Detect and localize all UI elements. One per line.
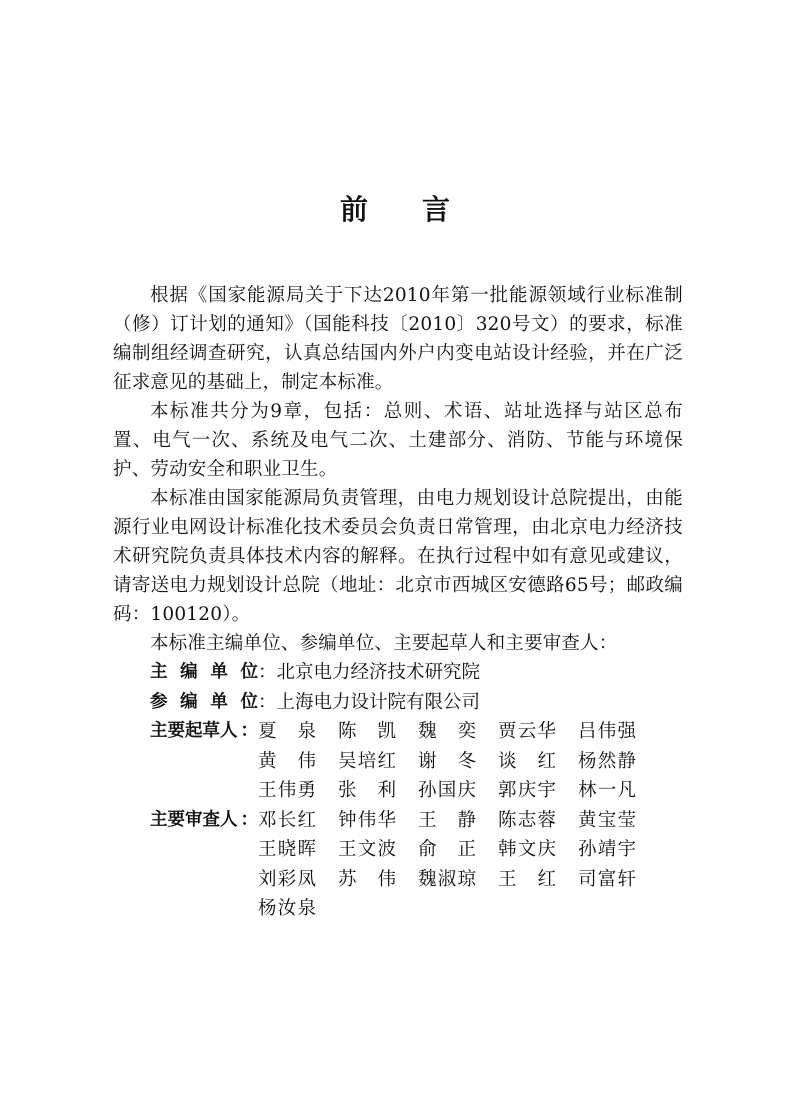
reviewers-name: 司富轩	[578, 868, 636, 890]
reviewers-name: 孙靖宇	[578, 839, 636, 860]
reviewers-label: 主要审查人 ：	[113, 806, 258, 836]
reviewers-name: 韩文庆	[498, 839, 556, 860]
reviewers-label-colon: ：	[240, 809, 258, 830]
paragraph-4: 本标准主编单位、参编单位、主要起草人和主要审查人：	[150, 633, 618, 654]
drafters-name: 吴培红	[338, 750, 396, 772]
co-editor-label: 参 编 单 位	[150, 691, 258, 712]
drafters-name: 孙国庆	[418, 780, 476, 801]
paragraph-2: 本标准共分为9章，包括：总则、术语、站址选择与站区总布置、电气一次、系统及电气二次、土建部分、消防、节能与环境保护、劳动安全和职业卫生。	[113, 401, 683, 480]
title-char-2: 言	[422, 193, 453, 226]
paragraph-1: 根据《国家能源局关于下达2010年第一批能源领域行业标准制（修）订计划的通知》（国能科技〔2010〕320号文）的要求，标准编制组经调查研究，认真总结国内外户内变电站设计经验，并在广泛征求意见的基础上，制定本标准。	[113, 285, 683, 393]
drafters-name: 王伟勇	[258, 780, 316, 801]
drafters-name: 陈 凯	[338, 721, 396, 742]
reviewers-name: 魏淑琼	[418, 868, 476, 890]
drafters-label: 主要起草人 ：	[113, 717, 258, 747]
co-editor-row	[113, 688, 683, 718]
drafters-name: 黄 伟	[258, 750, 316, 772]
reviewers-name: 黄宝莹	[578, 809, 636, 831]
drafters-name: 张 利	[338, 780, 396, 801]
reviewers-name: 邓长红	[258, 809, 316, 831]
reviewers-name: 钟伟华	[338, 809, 396, 831]
co-editor-value: ：上海电力设计院有限公司	[258, 691, 481, 713]
page-title	[0, 188, 792, 228]
reviewers-name: 苏 伟	[338, 868, 396, 890]
drafters-name: 魏 奕	[418, 721, 476, 742]
drafters-label-colon: ：	[240, 721, 258, 741]
chief-editor-value: ：北京电力经济技术研究院	[258, 662, 481, 683]
chief-editor-label: 主 编 单 位	[150, 662, 258, 682]
drafters-name: 夏 泉	[258, 721, 316, 742]
reviewers-name: 王 红	[498, 868, 556, 890]
contributors-list	[113, 658, 683, 924]
drafters-row	[113, 717, 683, 806]
reviewers-name: 王 静	[418, 809, 476, 831]
drafters-name: 林一凡	[578, 780, 636, 801]
drafters-name: 郭庆宇	[498, 780, 556, 801]
reviewers-name: 杨汝泉	[258, 898, 316, 919]
reviewers-name: 王文波	[338, 839, 396, 860]
drafters-name: 杨然静	[578, 750, 636, 772]
reviewers-name: 陈志蓉	[498, 809, 556, 831]
drafters-name: 谢 冬	[418, 750, 476, 772]
drafters-names	[258, 717, 683, 806]
paragraph-3: 本标准由国家能源局负责管理，由电力规划设计总院提出，由能源行业电网设计标准化技术委员会负责日常管理，由北京电力经济技术研究院负责具体技术内容的解释。在执行过程中如有意见或建议，请寄送电力规划设计总院（地址：北京市西城区安德路65号；邮政编码：100120）。	[113, 488, 683, 625]
title-char-1: 前	[339, 193, 370, 226]
drafters-name: 吕伟强	[578, 721, 636, 742]
preface-body	[113, 281, 683, 924]
reviewers-name: 王晓晖	[258, 839, 316, 860]
chief-editor-row	[113, 658, 683, 688]
drafters-name: 贾云华	[498, 721, 556, 742]
reviewers-value	[258, 806, 683, 924]
drafters-name: 谈 红	[498, 750, 556, 772]
reviewers-name: 刘彩凤	[258, 868, 316, 890]
reviewers-names	[258, 806, 683, 924]
drafters-value	[258, 717, 683, 806]
reviewers-name: 俞 正	[418, 839, 476, 860]
reviewers-row	[113, 806, 683, 924]
